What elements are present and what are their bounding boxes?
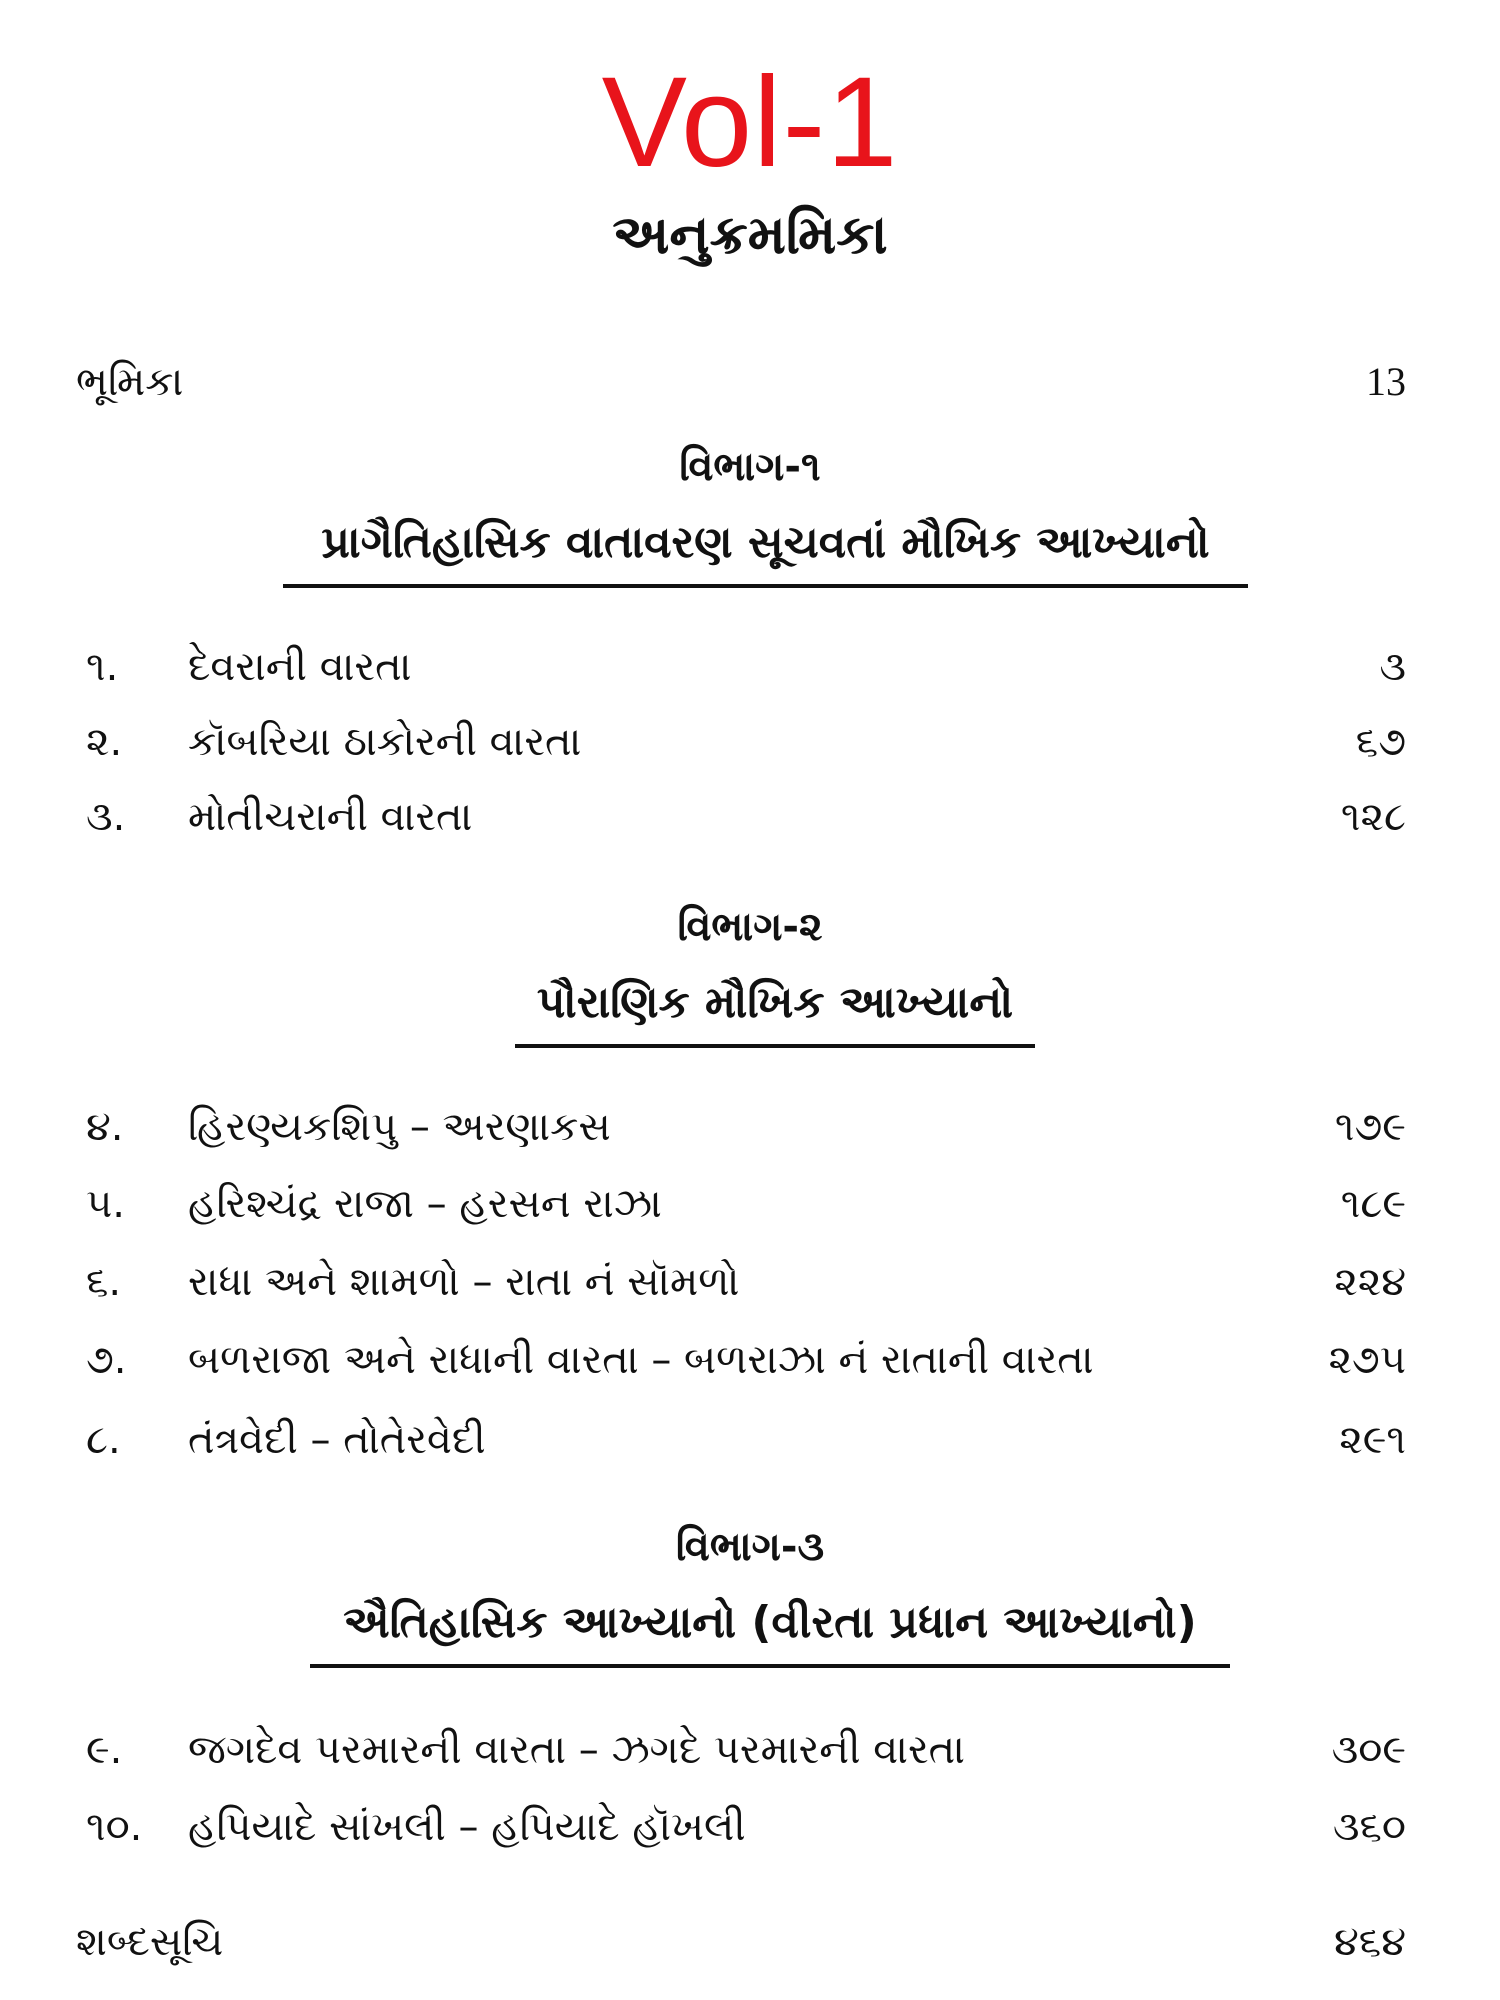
- toc-entry-intro[interactable]: [0, 350, 1500, 414]
- entry-number: ૬.: [86, 1259, 122, 1305]
- entry-page: ૩૦૯: [1331, 1727, 1406, 1773]
- toc-entry[interactable]: [0, 785, 1500, 849]
- entry-title: મોતીચરાની વારતા: [188, 794, 473, 840]
- entry-title: જગદેવ પરમારની વારતા – ઝગદે પરમારની વારતા: [188, 1727, 965, 1773]
- section-heading: ઐતિહાસિક આખ્યાનો (વીરતા પ્રધાન આખ્યાનો): [310, 1588, 1230, 1668]
- toc-title: અનુક્રમમિકા: [612, 203, 888, 266]
- entry-number: ૧૦.: [86, 1804, 143, 1850]
- volume-label: Vol-1: [601, 51, 899, 194]
- entry-page: ૩: [1379, 644, 1406, 690]
- entry-title: બળરાજા અને રાધાની વારતા – બળરાઝા નં રાતાની વારતા: [188, 1337, 1094, 1383]
- toc-entry[interactable]: [0, 1250, 1500, 1314]
- entry-page: ૨૯૧: [1339, 1417, 1406, 1463]
- toc-entry[interactable]: [0, 1172, 1500, 1236]
- entry-number: ૪.: [86, 1104, 124, 1150]
- entry-page: ૧૨૮: [1340, 794, 1406, 840]
- entry-title: તંત્રવેદી – તોતેરવેદી: [188, 1417, 486, 1463]
- entry-number: ૩.: [86, 794, 126, 840]
- entry-page: ૩૬૦: [1332, 1804, 1406, 1850]
- entry-page: ૧૭૯: [1334, 1104, 1406, 1150]
- section-label: વિભાગ-૨: [677, 904, 823, 950]
- entry-title: ભૂમિકા: [76, 359, 184, 405]
- entry-number: ૧.: [86, 644, 119, 690]
- toc-entry-index[interactable]: [0, 1910, 1500, 1974]
- toc-entry[interactable]: [0, 1795, 1500, 1859]
- toc-entry[interactable]: [0, 635, 1500, 699]
- entry-title: દેવરાની વારતા: [188, 644, 412, 690]
- entry-title: રાધા અને શામળો – રાતા નં સૉમળો: [188, 1259, 740, 1305]
- toc-entry[interactable]: [0, 1328, 1500, 1392]
- toc-entry[interactable]: [0, 1718, 1500, 1782]
- entry-title: હપિયાદે સાંખલી – હપિયાદે હૉખલી: [188, 1804, 746, 1850]
- section-heading: પ્રાગૈતિહાસિક વાતાવરણ સૂચવતાં મૌખિક આખ્યાનો: [283, 508, 1248, 588]
- entry-page: ૨૨૪: [1334, 1259, 1406, 1305]
- entry-number: ૯.: [86, 1727, 123, 1773]
- toc-entry[interactable]: [0, 1408, 1500, 1472]
- entry-page: ૬૭: [1355, 719, 1406, 765]
- entry-page: ૧૮૯: [1340, 1181, 1406, 1227]
- section-label: વિભાગ-૩: [675, 1524, 825, 1570]
- entry-page: 13: [1366, 359, 1406, 404]
- entry-number: ૮.: [86, 1417, 121, 1463]
- entry-title: કૉબરિયા ઠાકોરની વારતા: [188, 719, 582, 765]
- entry-number: ૫.: [86, 1181, 125, 1227]
- entry-number: ૭.: [86, 1337, 127, 1383]
- section-heading: પૌરાણિક મૌખિક આખ્યાનો: [515, 968, 1035, 1048]
- entry-page: ૪૬૪: [1334, 1919, 1406, 1964]
- entry-number: ૨.: [86, 719, 123, 765]
- toc-entry[interactable]: [0, 710, 1500, 774]
- entry-title: શબ્દસૂચિ: [76, 1919, 224, 1965]
- entry-page: ૨૭૫: [1328, 1337, 1406, 1383]
- entry-title: હિરણ્યકશિપુ – અરણાકસ: [188, 1104, 611, 1150]
- section-label: વિભાગ-૧: [679, 444, 821, 490]
- toc-entry[interactable]: [0, 1095, 1500, 1159]
- entry-title: હરિશ્ચંદ્ર રાજા – હરસન રાઝા: [188, 1181, 662, 1227]
